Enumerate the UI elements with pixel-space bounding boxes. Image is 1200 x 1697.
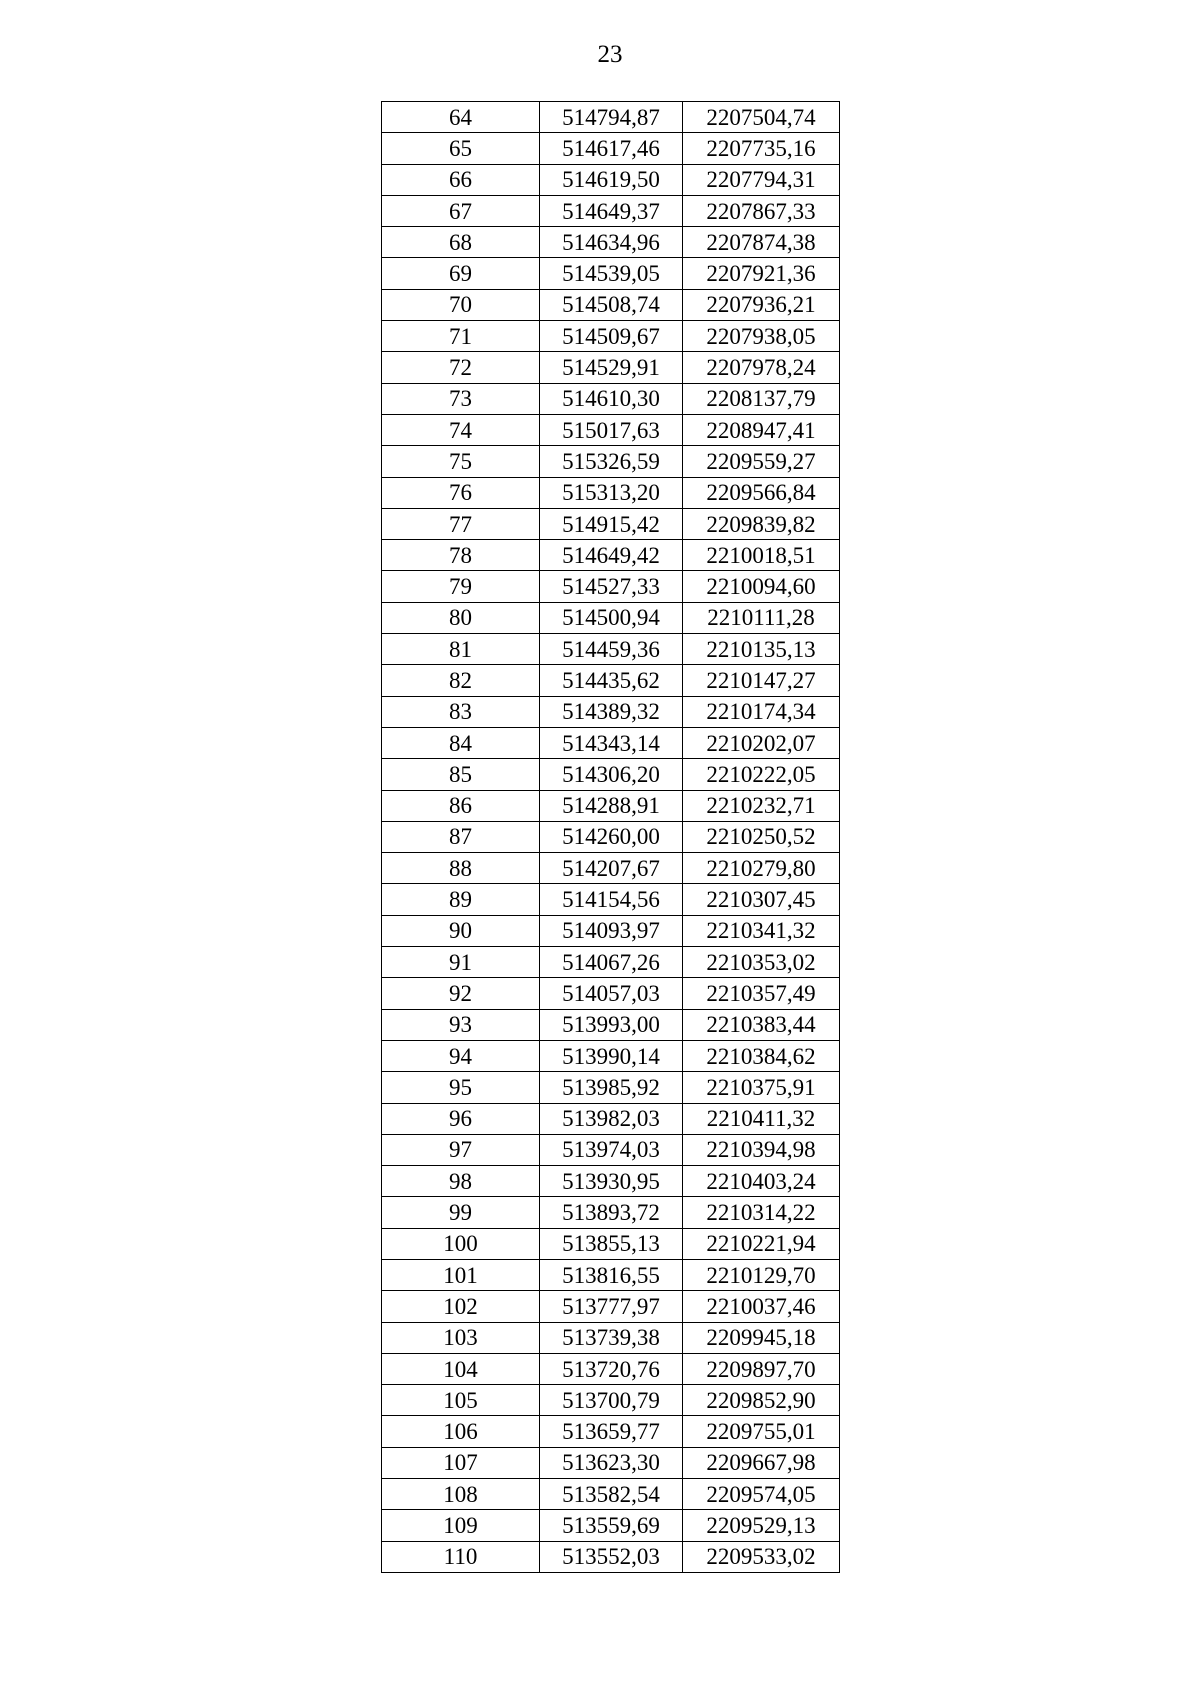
x-coordinate-cell: 514634,96 <box>540 227 683 258</box>
point-number-cell: 87 <box>382 821 540 852</box>
x-coordinate-cell: 513777,97 <box>540 1291 683 1322</box>
point-number-cell: 76 <box>382 477 540 508</box>
x-coordinate-cell: 514459,36 <box>540 634 683 665</box>
x-coordinate-cell: 514539,05 <box>540 258 683 289</box>
x-coordinate-cell: 514915,42 <box>540 508 683 539</box>
y-coordinate-cell: 2208947,41 <box>683 414 840 445</box>
x-coordinate-cell: 513720,76 <box>540 1353 683 1384</box>
point-number-cell: 108 <box>382 1479 540 1510</box>
table-row <box>382 133 840 164</box>
table-row <box>382 1228 840 1259</box>
y-coordinate-cell: 2210341,32 <box>683 915 840 946</box>
y-coordinate-cell: 2210135,13 <box>683 634 840 665</box>
point-number-cell: 89 <box>382 884 540 915</box>
table-row <box>382 1291 840 1322</box>
point-number-cell: 72 <box>382 352 540 383</box>
y-coordinate-cell: 2210202,07 <box>683 727 840 758</box>
table-row <box>382 1009 840 1040</box>
point-number-cell: 103 <box>382 1322 540 1353</box>
table-row <box>382 414 840 445</box>
table-row <box>382 1447 840 1478</box>
y-coordinate-cell: 2207936,21 <box>683 289 840 320</box>
y-coordinate-cell: 2210353,02 <box>683 947 840 978</box>
table-row <box>382 1541 840 1572</box>
y-coordinate-cell: 2210375,91 <box>683 1072 840 1103</box>
table-row <box>382 1103 840 1134</box>
x-coordinate-cell: 514527,33 <box>540 571 683 602</box>
x-coordinate-cell: 513893,72 <box>540 1197 683 1228</box>
x-coordinate-cell: 513559,69 <box>540 1510 683 1541</box>
y-coordinate-cell: 2210411,32 <box>683 1103 840 1134</box>
table-row <box>382 477 840 508</box>
table-row <box>382 383 840 414</box>
y-coordinate-cell: 2210357,49 <box>683 978 840 1009</box>
point-number-cell: 84 <box>382 727 540 758</box>
coordinates-table <box>381 101 840 1573</box>
point-number-cell: 97 <box>382 1134 540 1165</box>
x-coordinate-cell: 514617,46 <box>540 133 683 164</box>
coordinates-table-body <box>382 102 840 1573</box>
x-coordinate-cell: 514509,67 <box>540 321 683 352</box>
point-number-cell: 96 <box>382 1103 540 1134</box>
y-coordinate-cell: 2210307,45 <box>683 884 840 915</box>
x-coordinate-cell: 514057,03 <box>540 978 683 1009</box>
y-coordinate-cell: 2207735,16 <box>683 133 840 164</box>
x-coordinate-cell: 514288,91 <box>540 790 683 821</box>
table-row <box>382 759 840 790</box>
x-coordinate-cell: 514093,97 <box>540 915 683 946</box>
page-number: 23 <box>597 41 623 68</box>
table-row <box>382 227 840 258</box>
table-row <box>382 915 840 946</box>
point-number-cell: 109 <box>382 1510 540 1541</box>
y-coordinate-cell: 2207978,24 <box>683 352 840 383</box>
table-row <box>382 1479 840 1510</box>
point-number-cell: 70 <box>382 289 540 320</box>
point-number-cell: 99 <box>382 1197 540 1228</box>
table-row <box>382 446 840 477</box>
y-coordinate-cell: 2207867,33 <box>683 195 840 226</box>
point-number-cell: 67 <box>382 195 540 226</box>
point-number-cell: 106 <box>382 1416 540 1447</box>
point-number-cell: 81 <box>382 634 540 665</box>
x-coordinate-cell: 513990,14 <box>540 1040 683 1071</box>
y-coordinate-cell: 2207504,74 <box>683 102 840 133</box>
table-row <box>382 727 840 758</box>
table-row <box>382 947 840 978</box>
point-number-cell: 90 <box>382 915 540 946</box>
point-number-cell: 107 <box>382 1447 540 1478</box>
y-coordinate-cell: 2210222,05 <box>683 759 840 790</box>
point-number-cell: 75 <box>382 446 540 477</box>
table-row <box>382 321 840 352</box>
y-coordinate-cell: 2210129,70 <box>683 1259 840 1290</box>
x-coordinate-cell: 513623,30 <box>540 1447 683 1478</box>
point-number-cell: 71 <box>382 321 540 352</box>
y-coordinate-cell: 2210094,60 <box>683 571 840 602</box>
table-row <box>382 1134 840 1165</box>
table-row <box>382 1416 840 1447</box>
table-row <box>382 853 840 884</box>
point-number-cell: 78 <box>382 540 540 571</box>
table-row <box>382 1353 840 1384</box>
table-row <box>382 602 840 633</box>
point-number-cell: 73 <box>382 383 540 414</box>
table-row <box>382 195 840 226</box>
x-coordinate-cell: 514508,74 <box>540 289 683 320</box>
x-coordinate-cell: 514207,67 <box>540 853 683 884</box>
y-coordinate-cell: 2209566,84 <box>683 477 840 508</box>
y-coordinate-cell: 2210383,44 <box>683 1009 840 1040</box>
point-number-cell: 100 <box>382 1228 540 1259</box>
table-row <box>382 1040 840 1071</box>
point-number-cell: 93 <box>382 1009 540 1040</box>
table-row <box>382 696 840 727</box>
point-number-cell: 77 <box>382 508 540 539</box>
x-coordinate-cell: 515017,63 <box>540 414 683 445</box>
point-number-cell: 94 <box>382 1040 540 1071</box>
point-number-cell: 80 <box>382 602 540 633</box>
point-number-cell: 92 <box>382 978 540 1009</box>
table-row <box>382 289 840 320</box>
table-row <box>382 790 840 821</box>
table-row <box>382 884 840 915</box>
point-number-cell: 64 <box>382 102 540 133</box>
x-coordinate-cell: 513582,54 <box>540 1479 683 1510</box>
point-number-cell: 69 <box>382 258 540 289</box>
x-coordinate-cell: 513930,95 <box>540 1166 683 1197</box>
point-number-cell: 91 <box>382 947 540 978</box>
x-coordinate-cell: 514154,56 <box>540 884 683 915</box>
point-number-cell: 101 <box>382 1259 540 1290</box>
point-number-cell: 105 <box>382 1385 540 1416</box>
y-coordinate-cell: 2210147,27 <box>683 665 840 696</box>
table-row <box>382 665 840 696</box>
x-coordinate-cell: 514649,42 <box>540 540 683 571</box>
point-number-cell: 98 <box>382 1166 540 1197</box>
point-number-cell: 95 <box>382 1072 540 1103</box>
x-coordinate-cell: 513659,77 <box>540 1416 683 1447</box>
y-coordinate-cell: 2210232,71 <box>683 790 840 821</box>
y-coordinate-cell: 2207921,36 <box>683 258 840 289</box>
point-number-cell: 85 <box>382 759 540 790</box>
y-coordinate-cell: 2209897,70 <box>683 1353 840 1384</box>
x-coordinate-cell: 515313,20 <box>540 477 683 508</box>
x-coordinate-cell: 514649,37 <box>540 195 683 226</box>
point-number-cell: 68 <box>382 227 540 258</box>
x-coordinate-cell: 514500,94 <box>540 602 683 633</box>
point-number-cell: 79 <box>382 571 540 602</box>
point-number-cell: 83 <box>382 696 540 727</box>
table-row <box>382 258 840 289</box>
x-coordinate-cell: 513974,03 <box>540 1134 683 1165</box>
table-row <box>382 540 840 571</box>
table-row <box>382 1197 840 1228</box>
point-number-cell: 66 <box>382 164 540 195</box>
table-row <box>382 978 840 1009</box>
x-coordinate-cell: 514067,26 <box>540 947 683 978</box>
point-number-cell: 104 <box>382 1353 540 1384</box>
y-coordinate-cell: 2210403,24 <box>683 1166 840 1197</box>
point-number-cell: 65 <box>382 133 540 164</box>
point-number-cell: 88 <box>382 853 540 884</box>
y-coordinate-cell: 2210018,51 <box>683 540 840 571</box>
table-row <box>382 1385 840 1416</box>
x-coordinate-cell: 514389,32 <box>540 696 683 727</box>
y-coordinate-cell: 2208137,79 <box>683 383 840 414</box>
x-coordinate-cell: 514610,30 <box>540 383 683 414</box>
point-number-cell: 102 <box>382 1291 540 1322</box>
x-coordinate-cell: 514260,00 <box>540 821 683 852</box>
y-coordinate-cell: 2210037,46 <box>683 1291 840 1322</box>
y-coordinate-cell: 2209755,01 <box>683 1416 840 1447</box>
x-coordinate-cell: 514794,87 <box>540 102 683 133</box>
y-coordinate-cell: 2210394,98 <box>683 1134 840 1165</box>
table-row <box>382 1072 840 1103</box>
y-coordinate-cell: 2210279,80 <box>683 853 840 884</box>
y-coordinate-cell: 2209533,02 <box>683 1541 840 1572</box>
x-coordinate-cell: 513855,13 <box>540 1228 683 1259</box>
y-coordinate-cell: 2209852,90 <box>683 1385 840 1416</box>
table-row <box>382 1322 840 1353</box>
x-coordinate-cell: 514343,14 <box>540 727 683 758</box>
y-coordinate-cell: 2209574,05 <box>683 1479 840 1510</box>
x-coordinate-cell: 514619,50 <box>540 164 683 195</box>
x-coordinate-cell: 513985,92 <box>540 1072 683 1103</box>
table-row <box>382 571 840 602</box>
y-coordinate-cell: 2210250,52 <box>683 821 840 852</box>
point-number-cell: 74 <box>382 414 540 445</box>
table-row <box>382 1510 840 1541</box>
x-coordinate-cell: 515326,59 <box>540 446 683 477</box>
point-number-cell: 110 <box>382 1541 540 1572</box>
x-coordinate-cell: 514435,62 <box>540 665 683 696</box>
table-row <box>382 508 840 539</box>
y-coordinate-cell: 2209559,27 <box>683 446 840 477</box>
point-number-cell: 82 <box>382 665 540 696</box>
y-coordinate-cell: 2210174,34 <box>683 696 840 727</box>
table-row <box>382 821 840 852</box>
y-coordinate-cell: 2209529,13 <box>683 1510 840 1541</box>
point-number-cell: 86 <box>382 790 540 821</box>
table-row <box>382 634 840 665</box>
y-coordinate-cell: 2210384,62 <box>683 1040 840 1071</box>
table-row <box>382 102 840 133</box>
x-coordinate-cell: 513552,03 <box>540 1541 683 1572</box>
y-coordinate-cell: 2207794,31 <box>683 164 840 195</box>
table-row <box>382 1166 840 1197</box>
x-coordinate-cell: 513739,38 <box>540 1322 683 1353</box>
y-coordinate-cell: 2209667,98 <box>683 1447 840 1478</box>
x-coordinate-cell: 513816,55 <box>540 1259 683 1290</box>
y-coordinate-cell: 2207938,05 <box>683 321 840 352</box>
y-coordinate-cell: 2210221,94 <box>683 1228 840 1259</box>
table-row <box>382 1259 840 1290</box>
table-row <box>382 164 840 195</box>
x-coordinate-cell: 514306,20 <box>540 759 683 790</box>
y-coordinate-cell: 2209839,82 <box>683 508 840 539</box>
y-coordinate-cell: 2210314,22 <box>683 1197 840 1228</box>
y-coordinate-cell: 2209945,18 <box>683 1322 840 1353</box>
x-coordinate-cell: 513982,03 <box>540 1103 683 1134</box>
x-coordinate-cell: 514529,91 <box>540 352 683 383</box>
x-coordinate-cell: 513700,79 <box>540 1385 683 1416</box>
y-coordinate-cell: 2210111,28 <box>683 602 840 633</box>
x-coordinate-cell: 513993,00 <box>540 1009 683 1040</box>
table-row <box>382 352 840 383</box>
y-coordinate-cell: 2207874,38 <box>683 227 840 258</box>
